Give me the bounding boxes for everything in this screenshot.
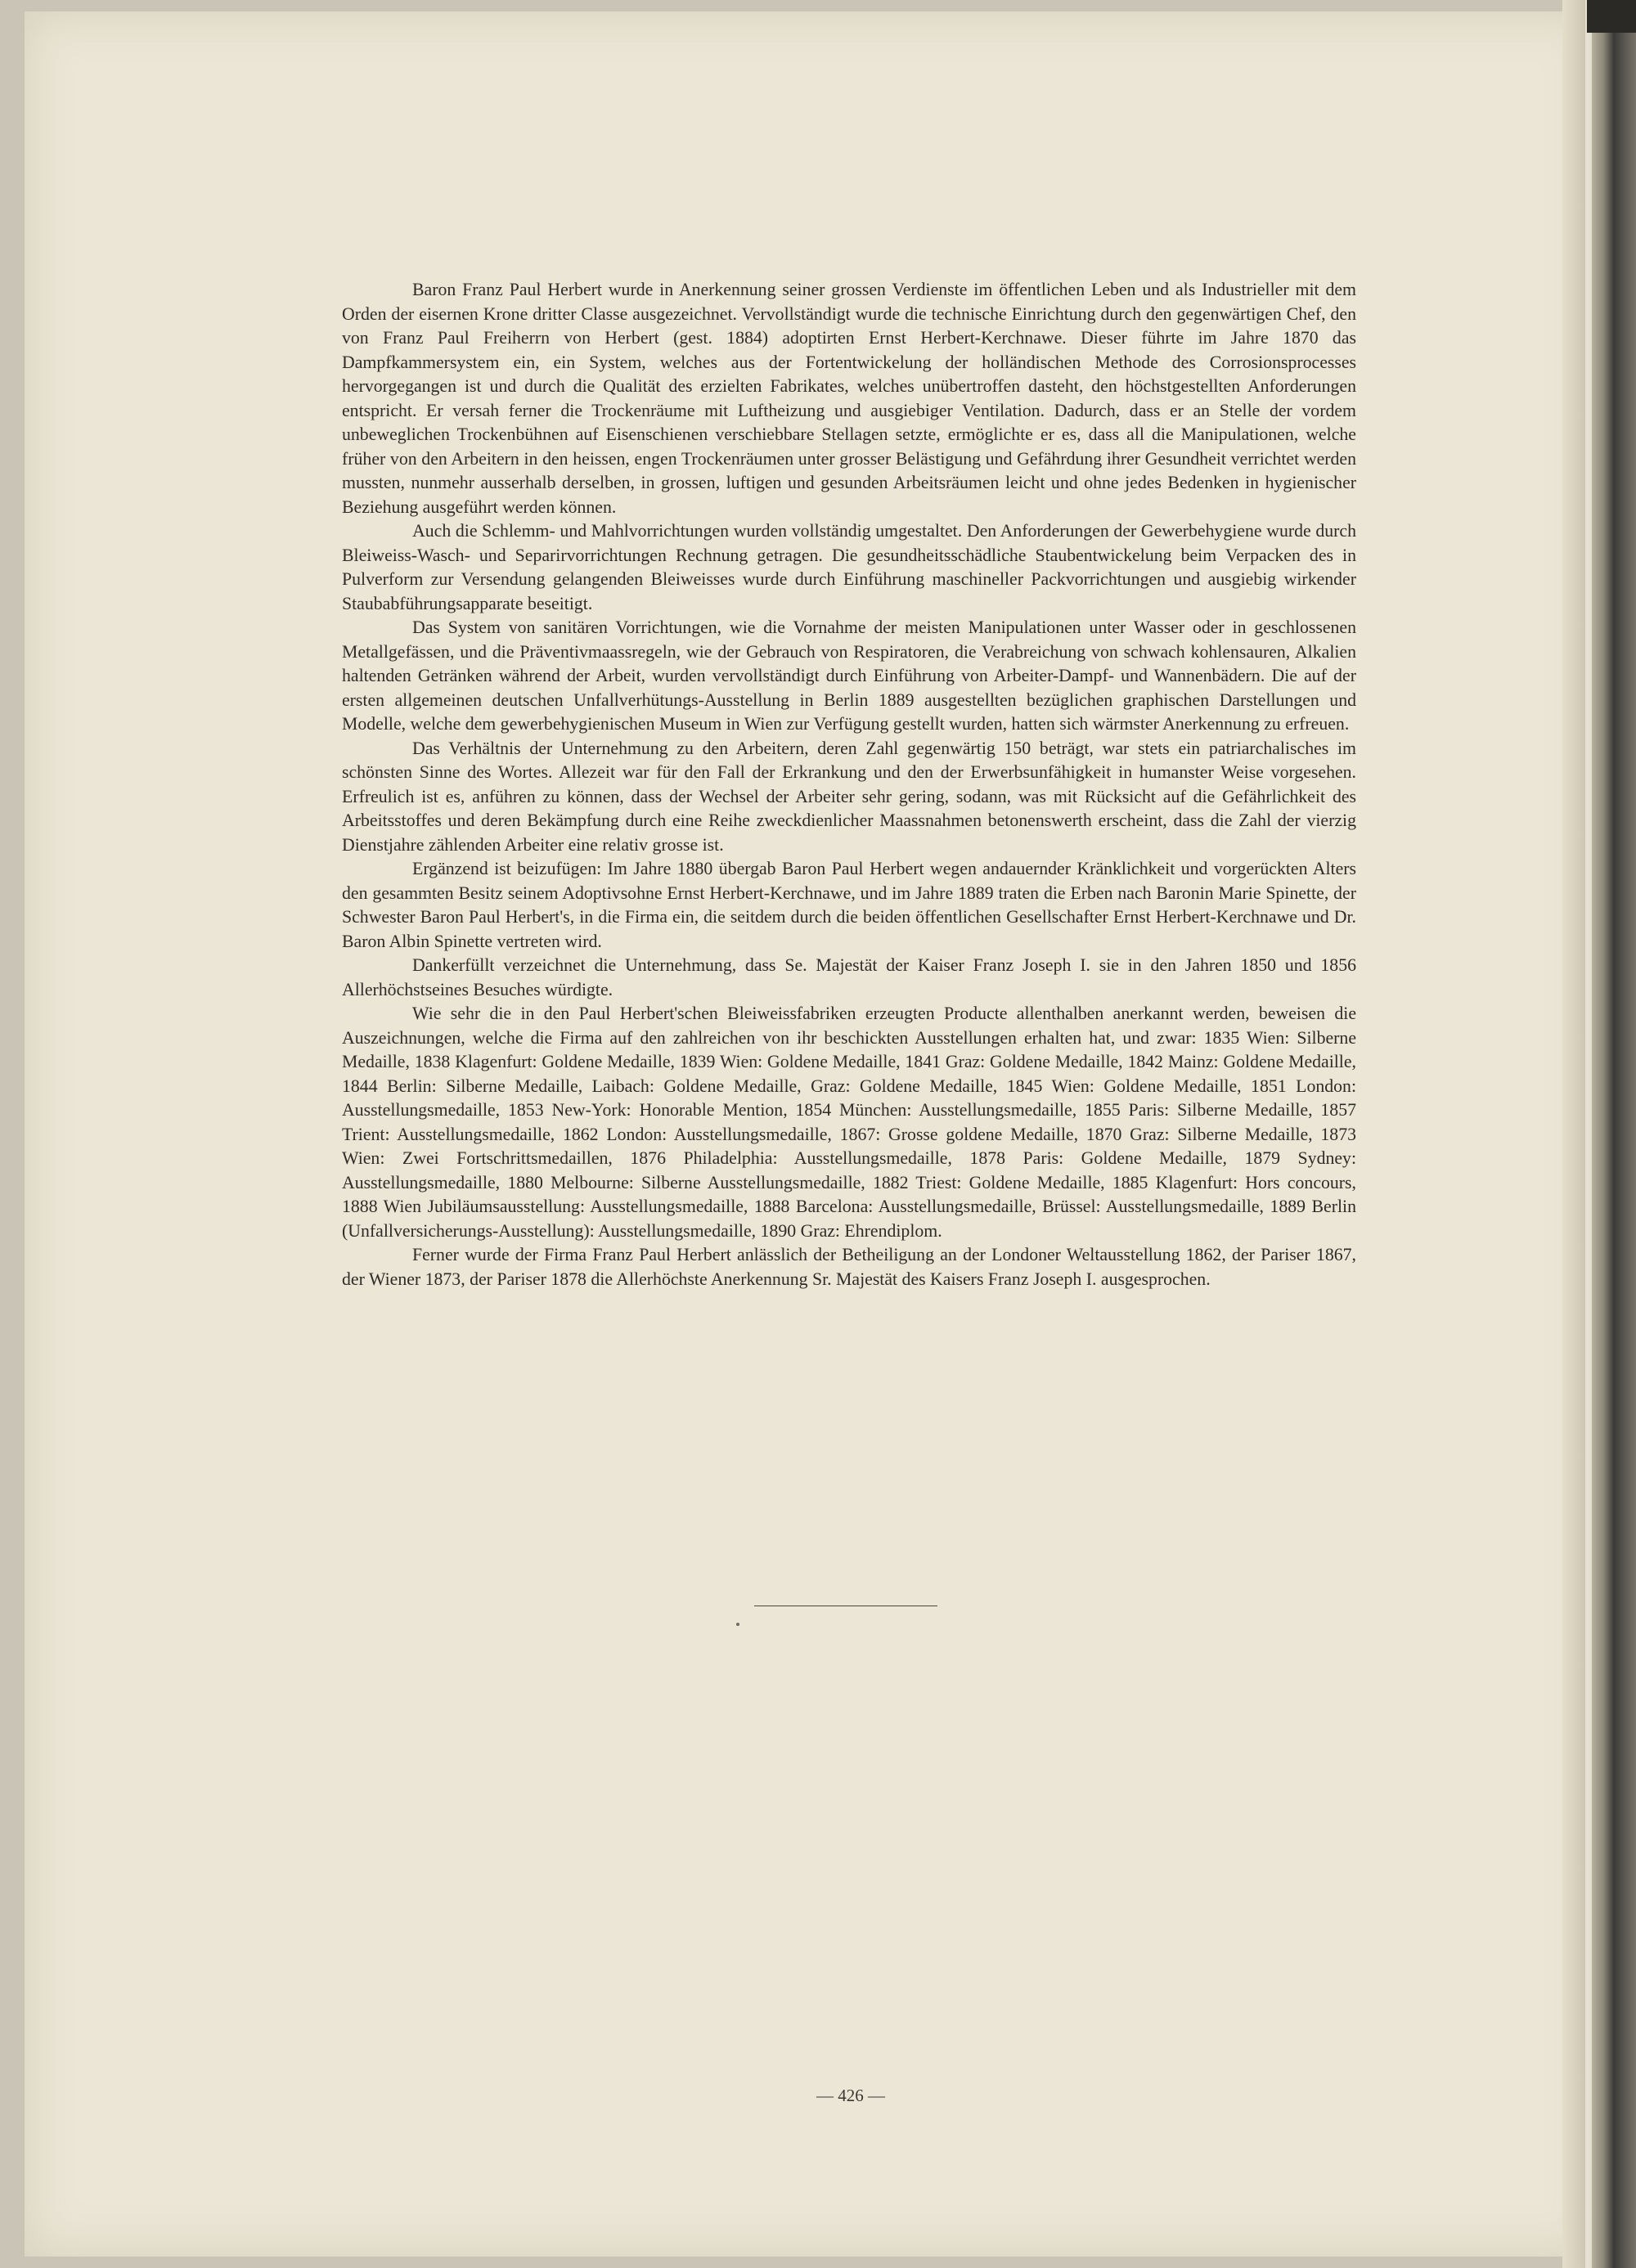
paragraph-1: Baron Franz Paul Herbert wurde in Anerkennung seiner grossen Verdienste im öffentlichen Leben und als Industrieller mit dem Orden der eisernen Krone dritter Classe ausgezeichnet. Vervollständigt wurde die technische Einrichtung durch den gegenwärtigen Chef, den von Franz Paul Freiherrn von Herbert (gest. 1884) adoptirten Ernst Herbert-Kerchnawe. Dieser führte im Jahre 1870 das Dampfkammersystem ein, ein System, welches aus der Fortentwickelung der holländischen Methode des Corrosionsprocesses hervorgegangen ist und durch die Qualität des erzielten Fabrikates, welches unübertroffen dasteht, den höchstgestellten Anforderungen entspricht. Er versah ferner die Trockenräume mit Luftheizung und ausgiebiger Ventilation. Dadurch, dass er an Stelle der vordem unbeweglichen Trockenbühnen auf Eisenschienen verschiebbare Stellagen setzte, ermöglichte er es, dass all die Manipulationen, welche früher von den Arbeitern in den heissen, engen Trockenräumen unter grosser Belästigung und Gefährdung ihrer Gesundheit verrichtet werden mussten, nunmehr ausserhalb derselben, in grossen, luftigen und gesunden Arbeitsräumen leicht und ohne jedes Bedenken in hygienischer Beziehung ausgeführt werden können. (342, 280, 1356, 517)
paragraph-2: Auch die Schlemm- und Mahlvorrichtungen wurden vollständig umgestaltet. Den Anforderungen der Gewerbehygiene wurde durch Bleiweiss-Wasch- und Separirvorrichtungen Rechnung getragen. Die gesundheitsschädliche Staubentwickelung beim Verpacken des in Pulverform zur Versendung gelangenden Bleiweisses wurde durch Einführung maschineller Packvorrichtungen und ausgiebig wirkender Staubabführungsapparate beseitigt. (342, 521, 1356, 613)
paper-speck (736, 1623, 739, 1626)
paragraph-7: Wie sehr die in den Paul Herbert'schen Bleiweissfabriken erzeugten Producte allenthalben anerkannt werden, beweisen die Auszeichnungen, welche die Firma auf den zahlreichen von ihr beschickten Ausstellungen erhalten hat, und zwar: 1835 Wien: Silberne Medaille, 1838 Klagenfurt: Goldene Medaille, 1839 Wien: Goldene Medaille, 1841 Graz: Goldene Medaille, 1842 Mainz: Goldene Medaille, 1844 Berlin: Silberne Medaille, Laibach: Goldene Medaille, Graz: Goldene Medaille, 1845 Wien: Goldene Medaille, 1851 London: Ausstellungsmedaille, 1853 New-York: Honorable Mention, 1854 München: Ausstellungsmedaille, 1855 Paris: Silberne Medaille, 1857 Trient: Ausstellungsmedaille, 1862 London: Ausstellungsmedaille, 1867: Grosse goldene Medaille, 1870 Graz: Silberne Medaille, 1873 Wien: Zwei Fortschrittsmedaillen, 1876 Philadelphia: Ausstellungsmedaille, 1878 Paris: Goldene Medaille, 1879 Sydney: Ausstellungsmedaille, 1880 Melbourne: Silberne Ausstellungsmedaille, 1882 Triest: Goldene Medaille, 1885 Klagenfurt: Hors concours, 1888 Wien Jubiläumsausstellung: Ausstellungsmedaille, 1888 Barcelona: Ausstellungsmedaille, Brüssel: Ausstellungsmedaille, 1889 Berlin (Unfallversicherungs-Ausstellung): Ausstellungsmedaille, 1890 Graz: Ehrendiplom. (342, 1004, 1356, 1241)
page-number: — 426 — (816, 2086, 885, 2105)
paragraph-3: Das System von sanitären Vorrichtungen, wie die Vornahme der meisten Manipulationen unter Wasser oder in geschlossenen Metallgefässen, und die Präventivmaassregeln, wie der Gebrauch von Respiratoren, die Verabreichung von schwach kohlensauren, Alkalien haltenden Getränken während der Arbeit, wurden vervollständigt durch Einführung von Arbeiter-Dampf- und Wannenbädern. Die auf der ersten allgemeinen deutschen Unfallverhütungs-Ausstellung in Berlin 1889 ausgestellten bezüglichen graphischen Darstellungen und Modelle, welche dem gewerbehygienischen Museum in Wien zur Verfügung gestellt wurden, hatten sich wärmster Anerkennung zu erfreuen. (342, 618, 1356, 734)
paragraph-4: Das Verhältnis der Unternehmung zu den Arbeitern, deren Zahl gegenwärtig 150 beträgt, war stets ein patriarchalisches im schönsten Sinne des Wortes. Allezeit war für den Fall der Erkrankung und den der Erwerbsunfähigkeit in humanster Weise vorgesehen. Erfreulich ist es, anführen zu können, dass der Wechsel der Arbeiter sehr gering, sodann, was mit Rücksicht auf die Gefährlichkeit des Arbeitsstoffes und deren Bekämpfung durch eine Reihe zweckdienlicher Maassnahmen betonenswerth erscheint, dass die Zahl der vierzig Dienstjahre zählenden Arbeiter eine relativ grosse ist. (342, 738, 1356, 855)
body-text (342, 278, 1356, 1291)
book-gutter (1562, 0, 1636, 2268)
page-edge (1585, 0, 1592, 2268)
paragraph-8: Ferner wurde der Firma Franz Paul Herbert anlässlich der Betheiligung an der Londoner Weltausstellung 1862, der Pariser 1867, der Wiener 1873, der Pariser 1878 die Allerhöchste Anerkennung Sr. Majestät des Kaisers Franz Joseph I. ausgesprochen. (342, 1245, 1356, 1289)
paragraph-6: Dankerfüllt verzeichnet die Unternehmung, dass Se. Majestät der Kaiser Franz Joseph I. sie in den Jahren 1850 und 1856 Allerhöchstseines Besuches würdigte. (342, 955, 1356, 999)
paragraph-5: Ergänzend ist beizufügen: Im Jahre 1880 übergab Baron Paul Herbert wegen andauernder Kränklichkeit und vorgerückten Alters den gesammten Besitz seinem Adoptivsohne Ernst Herbert-Kerchnawe, und im Jahre 1889 traten die Erben nach Baronin Marie Spinette, der Schwester Baron Paul Herbert's, in die Firma ein, die seitdem durch die beiden öffentlichen Gesellschafter Ernst Herbert-Kerchnawe und Dr. Baron Albin Spinette vertreten wird. (342, 859, 1356, 951)
binding-corner (1587, 0, 1636, 33)
